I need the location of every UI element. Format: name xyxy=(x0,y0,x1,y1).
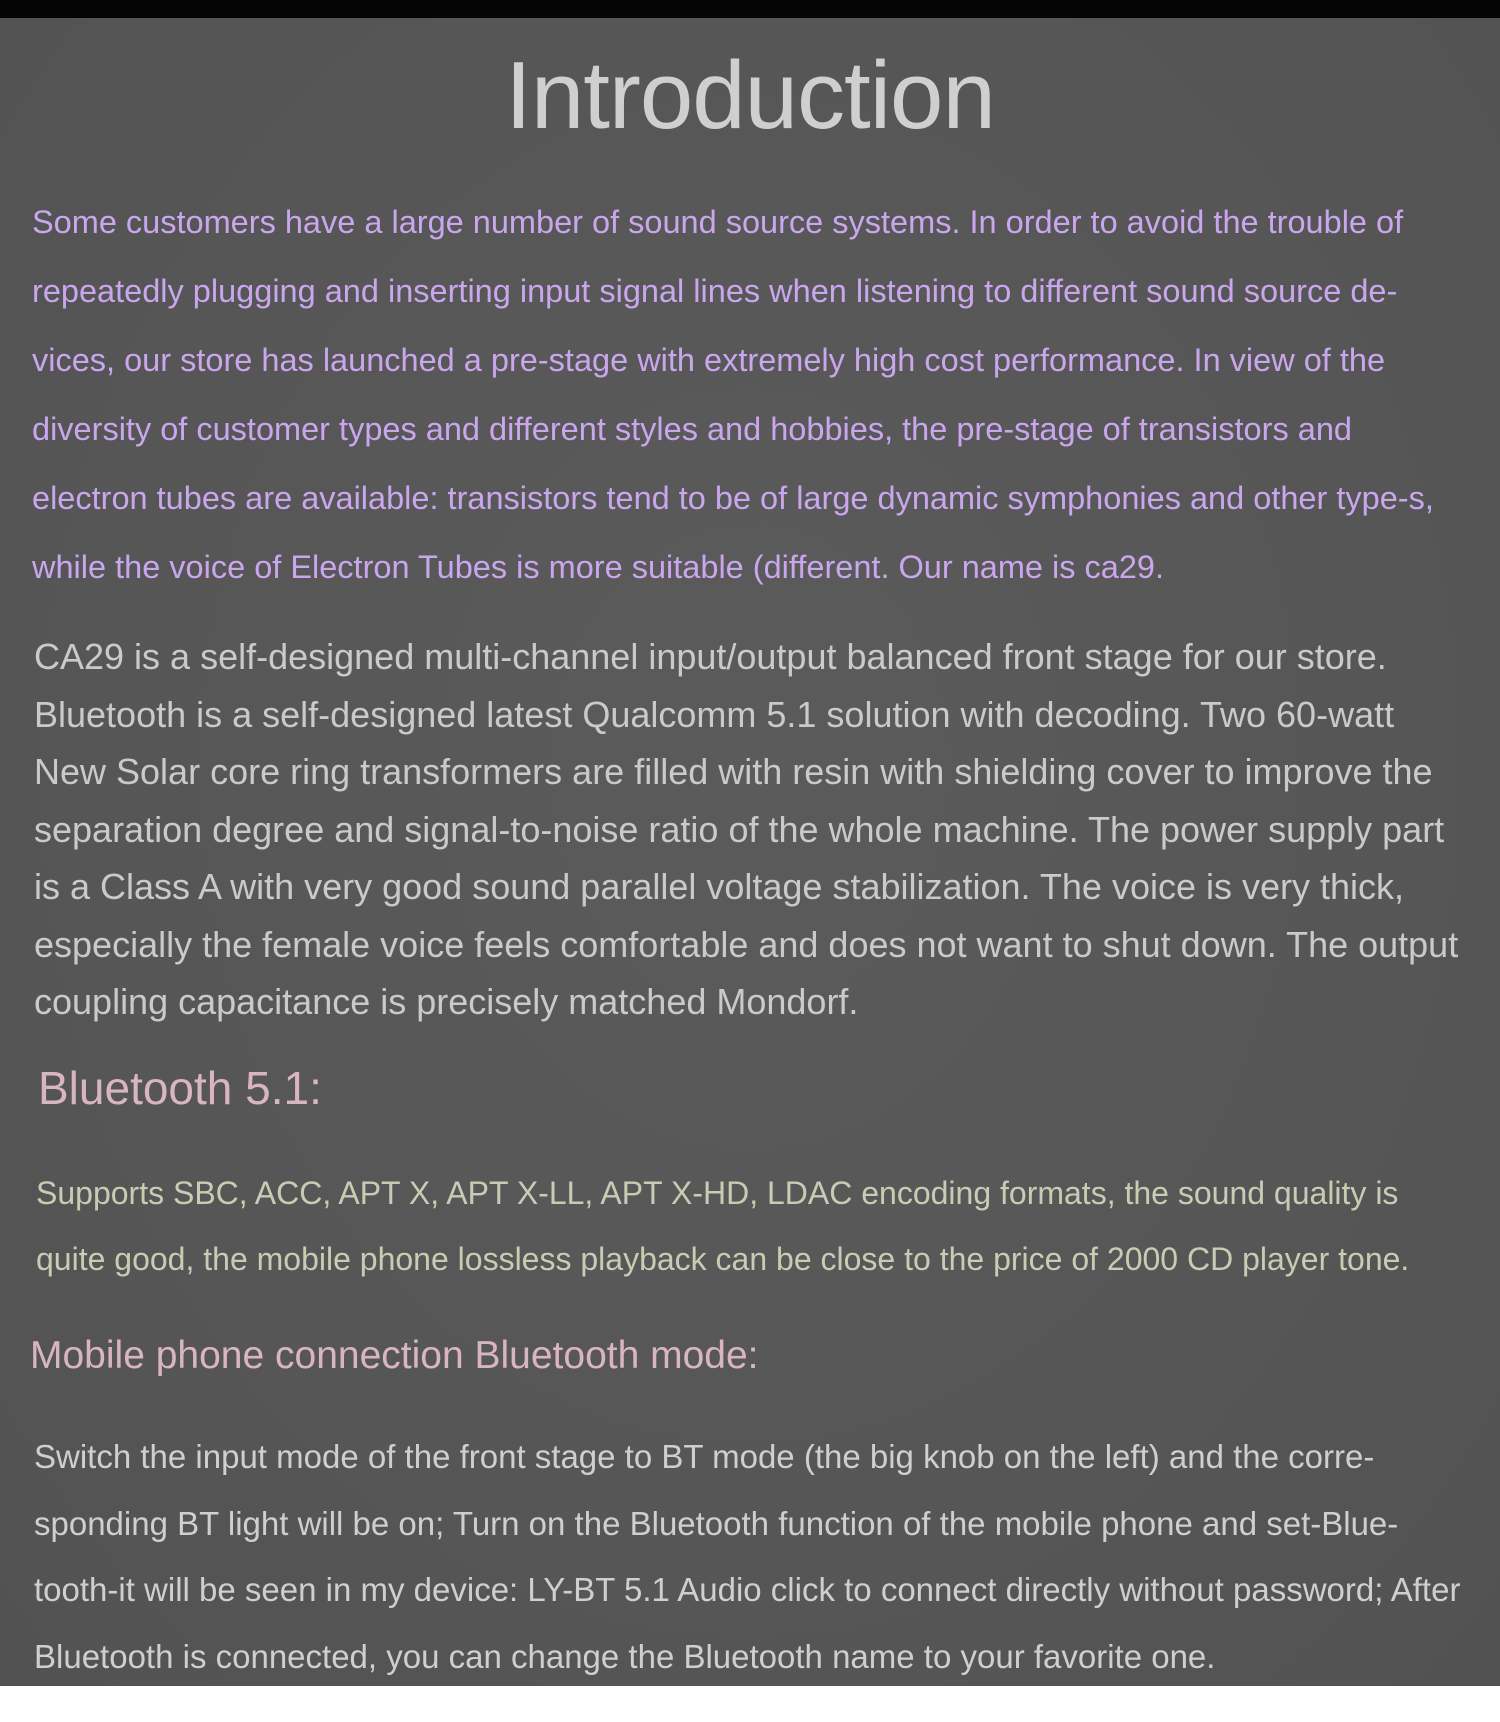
bluetooth-heading: Bluetooth 5.1: xyxy=(38,1062,322,1114)
bluetooth-description: Supports SBC, ACC, APT X, APT X-LL, APT X-HD, LDAC encoding formats, the sound quality is quite good, the mobile phone lossless playback can be close to the price of 2000 CD player tone. xyxy=(36,1175,1410,1277)
content-panel xyxy=(0,18,1500,1686)
ca29-description-paragraph: CA29 is a self-designed multi-channel input/output balanced front stage for our store. Bluetooth is a self-designed latest Qualcomm 5.1 solution with decoding. Two 60-watt New Solar core ring transformers are filled with resin with shielding cover to improve the separation degree and signal-to-noise ratio of the whole machine. The power supply part is a Class A with very good sound parallel voltage stabilization. The voice is very thick, especially the female voice feels comfortable and does not want to shut down. The output coupling capacitance is precisely matched Mondorf. xyxy=(34,636,1459,1022)
top-black-band xyxy=(0,0,1500,18)
page-title: Introduction xyxy=(505,42,995,149)
mobile-connection-instructions: Switch the input mode of the front stage to BT mode (the big knob on the left) and the corre-sponding BT light will be on; Turn on the Bluetooth function of the mobile phone and set-Blue-tooth-it will be seen in my device: LY-BT 5.1 Audio click to connect directly without password; After Bluetooth is connected, you can change the Bluetooth name to your favorite one. xyxy=(34,1438,1461,1675)
intro-paragraph: Some customers have a large number of sound source systems. In order to avoid the trouble of repeatedly plugging and inserting input signal lines when listening to different sound source de-vices, our store has launched a pre-stage with extremely high cost performance. In view of the diversity of customer types and different styles and hobbies, the pre-stage of transistors and electron tubes are available: transistors tend to be of large dynamic symphonies and other type-s, while the voice of Electron Tubes is more suitable (different. Our name is ca29. xyxy=(32,204,1434,585)
mobile-connection-heading: Mobile phone connection Bluetooth mode: xyxy=(30,1334,759,1377)
